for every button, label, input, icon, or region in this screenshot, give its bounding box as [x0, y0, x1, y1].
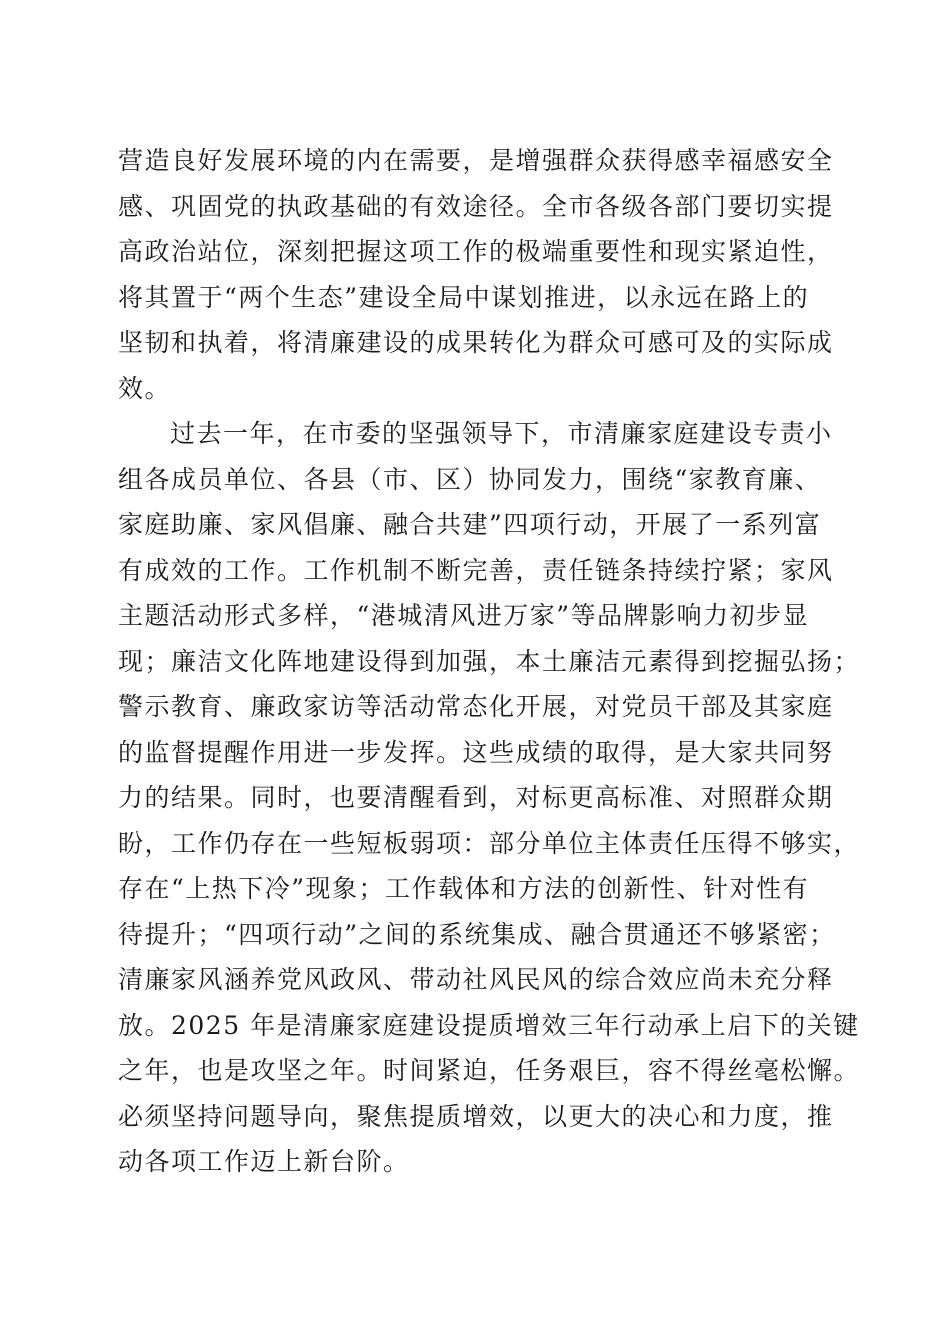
text-line: 高政治站位，深刻把握这项工作的极端重要性和现实紧迫性，: [118, 237, 834, 266]
text-line: 有成效的工作。工作机制不断完善，责任链条持续拧紧；家风: [118, 555, 834, 585]
text-line: 放。2025 年是清廉家庭建设提质增效三年行动承上启下的关键: [118, 1010, 860, 1040]
text-line: 主题活动形式多样，“港城清风进万家”等品牌影响力初步显: [118, 601, 810, 630]
text-line: 动各项工作迈上新台阶。: [118, 1147, 410, 1176]
text-line: 坚韧和执着，将清廉建设的成果转化为群众可感可及的实际成: [118, 328, 834, 357]
text-line: 存在“上热下冷”现象；工作载体和方法的创新性、针对性有: [118, 874, 810, 903]
text-line: 感、巩固党的执政基础的有效途径。全市各级各部门要切实提: [118, 191, 834, 221]
text-line: 组各成员单位、各县（市、区）协同发力，围绕“家教育廉、: [118, 464, 822, 494]
text-line: 力的结果。同时，也要清醒看到，对标更高标准、对照群众期: [118, 783, 834, 812]
text-line: 盼，工作仍存在一些短板弱项：部分单位主体责任压得不够实，: [118, 828, 861, 858]
text-line: 的监督提醒作用进一步发挥。这些成绩的取得，是大家共同努: [118, 737, 834, 767]
paragraph-first-line: 过去一年，在市委的坚强领导下，市清廉家庭建设专责小: [170, 419, 833, 448]
text-line: 警示教育、廉政家访等活动常态化开展，对党员干部及其家庭: [118, 692, 834, 721]
text-line: 家庭助廉、家风倡廉、融合共建”四项行动，开展了一系列富: [118, 510, 822, 539]
text-line: 将其置于“两个生态”建设全局中谋划推进，以永远在路上的: [118, 282, 810, 312]
text-line: 现；廉洁文化阵地建设得到加强，本土廉洁元素得到挖掘弘扬；: [118, 646, 861, 676]
text-line: 之年，也是攻坚之年。时间紧迫，任务艰巨，容不得丝毫松懈。: [118, 1056, 861, 1085]
text-line: 清廉家风涵养党风政风、带动社风民风的综合效应尚未充分释: [118, 965, 834, 994]
text-line: 效。: [118, 373, 172, 403]
body-text: [118, 138, 861, 1185]
text-line: 营造良好发展环境的内在需要，是增强群众获得感幸福感安全: [118, 146, 834, 175]
text-line: 待提升；“四项行动”之间的系统集成、融合贯通还不够紧密；: [118, 919, 836, 949]
text-line: 必须坚持问题导向，聚焦提质增效，以更大的决心和力度，推: [118, 1101, 834, 1131]
